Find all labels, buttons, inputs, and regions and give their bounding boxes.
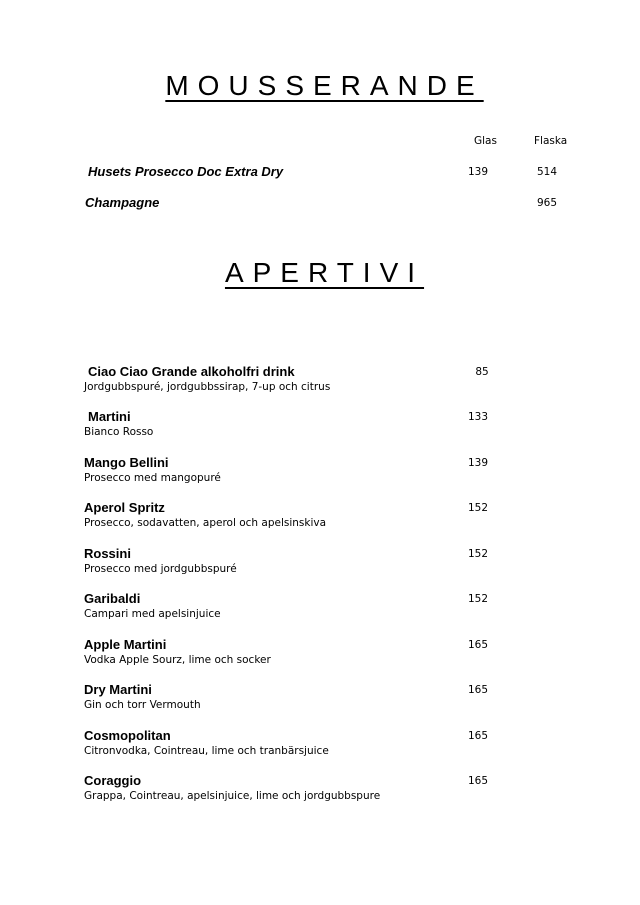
sparkling-bottle-price: 514 <box>536 166 558 178</box>
drink-price: 152 <box>467 593 489 605</box>
drink-item <box>84 409 524 439</box>
mousserande-heading: MOUSSERANDE <box>165 70 484 101</box>
drink-item <box>84 591 524 621</box>
drink-item <box>84 728 524 758</box>
drink-name: Ciao Ciao Grande alkoholfri drink <box>88 364 295 379</box>
drink-price: 152 <box>467 548 489 560</box>
drink-name: Garibaldi <box>84 591 141 606</box>
sparkling-name: Husets Prosecco Doc Extra Dry <box>88 164 284 179</box>
drink-item <box>84 500 524 530</box>
drink-item <box>84 637 524 667</box>
drink-price: 85 <box>475 366 489 378</box>
drink-description: Citronvodka, Cointreau, lime och tranbärsjuice <box>84 745 329 757</box>
apertivi-heading: APERTIVI <box>224 257 425 288</box>
drink-name: Mango Bellini <box>84 455 169 470</box>
drink-description: Campari med apelsinjuice <box>84 608 221 620</box>
drink-price: 133 <box>467 411 489 423</box>
drink-name: Coraggio <box>84 773 142 788</box>
drink-item <box>84 364 524 394</box>
drink-price: 152 <box>467 502 489 514</box>
drink-description: Prosecco med jordgubbspuré <box>84 563 237 575</box>
drink-description: Vodka Apple Sourz, lime och socker <box>84 654 271 666</box>
sparkling-name: Champagne <box>85 195 160 210</box>
drink-name: Martini <box>88 409 131 424</box>
drink-description: Grappa, Cointreau, apelsinjuice, lime och jordgubbspure <box>84 790 381 802</box>
drink-price: 165 <box>467 639 489 651</box>
sparkling-glass-price: 139 <box>467 166 489 178</box>
drink-description: Bianco Rosso <box>84 426 154 438</box>
sparkling-bottle-price: 965 <box>536 197 558 209</box>
drink-name: Dry Martini <box>84 682 152 697</box>
drink-description: Prosecco, sodavatten, aperol och apelsinskiva <box>84 517 327 529</box>
drink-item <box>84 546 524 576</box>
drink-price: 165 <box>467 684 489 696</box>
drink-item <box>84 682 524 712</box>
drink-price: 165 <box>467 775 489 787</box>
drink-name: Cosmopolitan <box>84 728 171 743</box>
drink-item <box>84 455 524 485</box>
drink-price: 165 <box>467 730 489 742</box>
glass-column-header: Glas <box>474 135 497 147</box>
bottle-column-header: Flaska <box>534 135 568 147</box>
drink-name: Aperol Spritz <box>84 500 165 515</box>
drink-description: Prosecco med mangopuré <box>84 472 221 484</box>
drink-description: Gin och torr Vermouth <box>84 699 201 711</box>
drink-name: Apple Martini <box>84 637 167 652</box>
drink-item <box>84 773 524 803</box>
drink-description: Jordgubbspuré, jordgubbssirap, 7-up och citrus <box>84 381 331 393</box>
drink-price: 139 <box>467 457 489 469</box>
drink-name: Rossini <box>84 546 131 561</box>
